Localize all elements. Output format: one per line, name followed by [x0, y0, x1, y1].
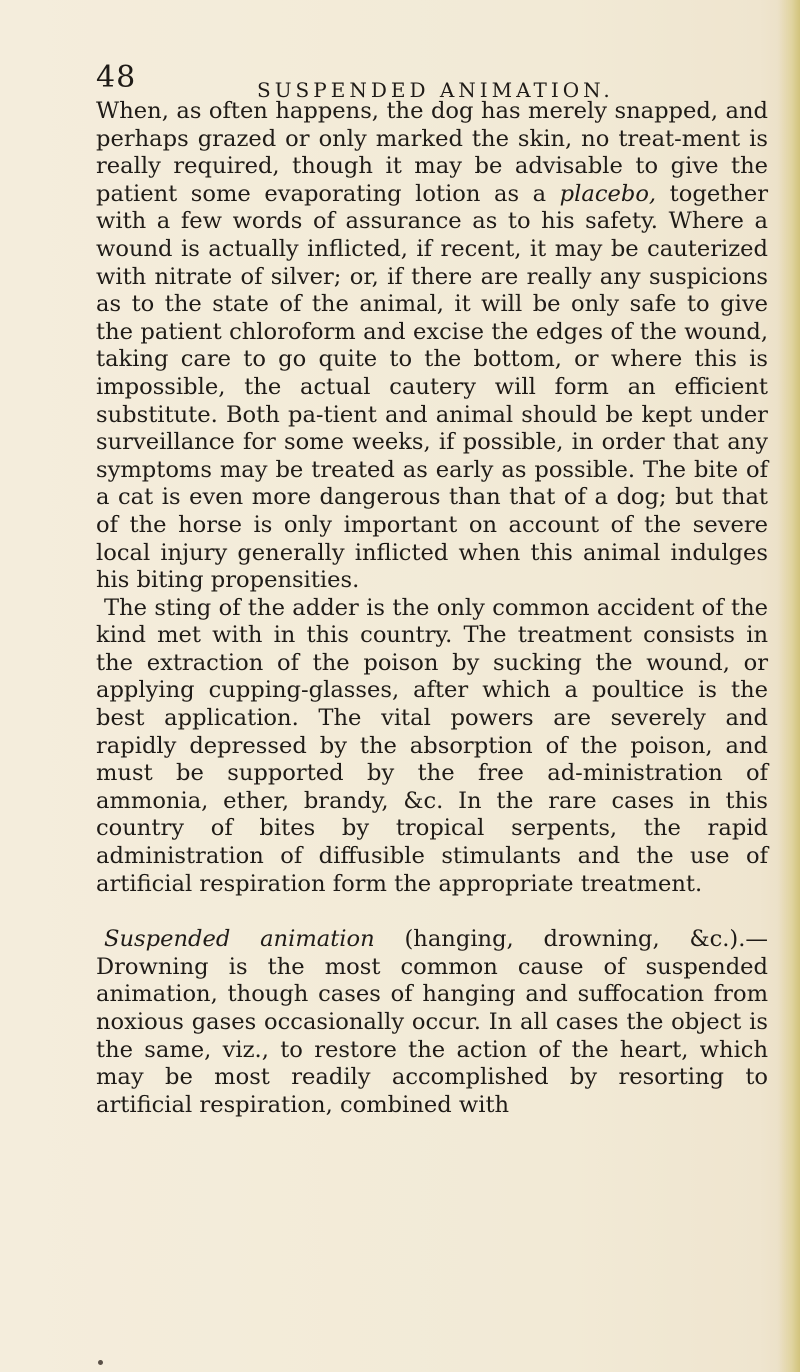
paragraph-adder-sting: The sting of the adder is the only common accident of the kind met with in this country. The treatment consists in the extraction of the poison by sucking the wound, or applying cupping-glasses, after which a poultice is the best application. The vital powers are severely and rapidly depressed by the absorption of the poison, and must be supported by the free ad-ministration of ammonia, ether, brandy, &c. In the rare cases in this country of bites by tropical serpents, the rapid administration of diffusible stimulants and the use of artificial respiration form the appropriate treatment.: [96, 594, 768, 897]
page-edge-stain: [778, 0, 800, 1372]
paragraph-suspended-animation: [96, 926, 768, 1119]
paragraph-dog-bite-part2: together with a few words of assurance as to his safety. Where a wound is actually inflicted, if recent, it may be cauterized with nitrate of silver; or, if there are really any suspicions as to the state of the animal, it will be only safe to give the patient chloroform and excise the edges of the wound, taking care to go quite to the bottom, or where this is impossible, the actual cautery will form an efficient substitute. Both pa-tient and animal should be kept under surveillance for some weeks, if possible, in order that any symptoms may be treated as early as possible. The bite of a cat is even more dangerous than that of a dog; but that of the horse is only important on account of the severe local injury generally inflicted when this animal indulges his biting propensities.: [96, 180, 768, 594]
paragraph-suspended-animation-text: (hanging, drowning, &c.).— Drowning is the most common cause of suspended animation, though cases of hanging and suffocation from noxious gases occasionally occur. In all cases the object is the same, viz., to restore the action of the heart, which may be most readily accomplished by resorting to artificial respiration, combined with: [96, 926, 769, 1118]
paragraph-dog-bite: [96, 98, 768, 595]
paragraph-dog-bite-part1: When, as often happens, the dog has merely snapped, and perhaps grazed or only marked the skin, no treat-ment is really required, though it may be advisable to give the patient some evaporating lotion as a: [96, 98, 768, 207]
running-head: SUSPENDED ANIMATION.: [257, 78, 614, 102]
italic-placebo: placebo,: [559, 180, 657, 207]
ink-fleck: [98, 1360, 103, 1365]
page-number: 48: [96, 60, 137, 95]
body-text: [96, 98, 768, 1119]
section-heading-suspended-animation: Suspended animation: [104, 926, 375, 953]
